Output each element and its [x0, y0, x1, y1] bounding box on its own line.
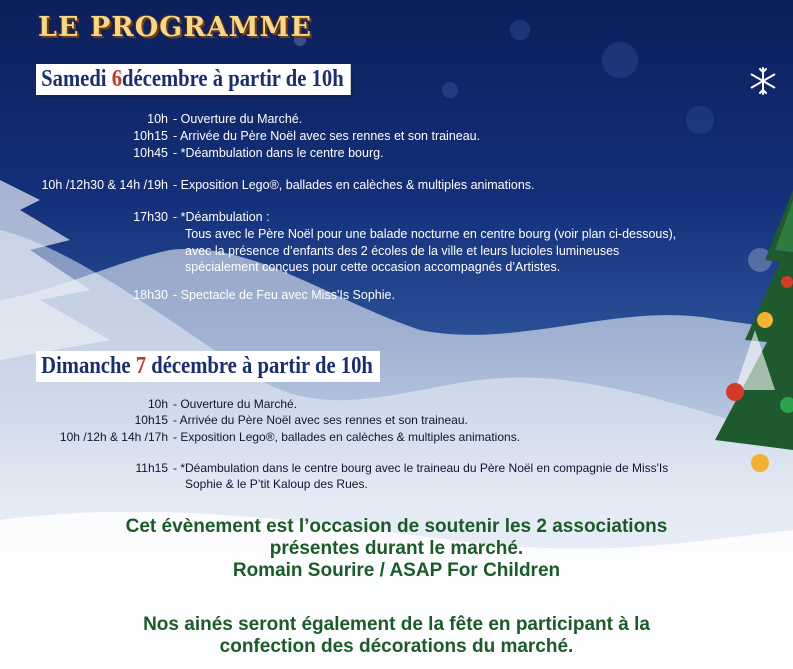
schedule-event: - Exposition Lego®, ballades en calèches & multiples animations. [173, 430, 521, 444]
snowflake-icon [748, 66, 778, 96]
sunday-heading-prefix: Dimanche [41, 353, 136, 379]
schedule-row [0, 430, 168, 446]
schedule-row [0, 178, 168, 194]
schedule-event: - Spectacle de Feu avec Miss'Is Sophie. [173, 288, 395, 302]
christmas-tree-icon [705, 190, 793, 490]
schedule-row [0, 413, 168, 429]
schedule-time: 10h15 [134, 413, 168, 427]
sunday-day-number: 7 [135, 353, 147, 379]
schedule-row [0, 461, 168, 477]
schedule-row [0, 112, 168, 128]
sunday-heading-suffix: décembre à partir de 10h [146, 353, 373, 379]
schedule-time: 10h /12h30 & 14h /19h [41, 178, 168, 192]
schedule-event: - *Déambulation dans le centre bourg. [173, 146, 384, 160]
footer-line: confection des décorations du marché. [219, 636, 574, 657]
schedule-event: - Exposition Lego®, ballades en calèches & multiples animations. [173, 178, 535, 192]
description-line: spécialement conçues pour cette occasion accompagnés d’Artistes. [185, 260, 561, 274]
schedule-time: 11h15 [135, 461, 168, 475]
schedule-row [0, 146, 168, 162]
deambulation-description [185, 226, 676, 276]
schedule-time: 10h [147, 112, 168, 126]
sunday-heading [36, 351, 380, 382]
schedule-event: - Ouverture du Marché. [173, 397, 298, 411]
program-title: LE PROGRAMME [38, 12, 313, 43]
associations-message [0, 516, 793, 582]
footer-line: présentes durant le marché. [269, 538, 524, 559]
schedule-event: - *Déambulation dans le centre bourg avec le traineau du Père Noël en compagnie de Miss'Is [173, 461, 669, 475]
footer-line: Nos ainés seront également de la fête en participant à la [143, 614, 650, 635]
saturday-heading [36, 64, 351, 95]
schedule-event: - Arrivée du Père Noël avec ses rennes et son traineau. [173, 129, 481, 143]
elders-message [0, 614, 793, 658]
description-line: Tous avec le Père Noël pour une balade nocturne en centre bourg (voir plan ci-dessous), [185, 227, 677, 241]
footer-line: Cet évènement est l’occasion de soutenir les 2 associations [125, 516, 668, 537]
schedule-row [0, 397, 168, 413]
schedule-event: - Arrivée du Père Noël avec ses rennes et son traineau. [173, 413, 468, 427]
schedule-time: 10h15 [133, 129, 168, 143]
schedule-event: - Ouverture du Marché. [173, 112, 303, 126]
schedule-row [0, 129, 168, 145]
footer-line: Romain Sourire / ASAP For Children [232, 560, 561, 581]
schedule-time: 10h /12h & 14h /17h [59, 430, 168, 444]
schedule-row [0, 288, 168, 304]
schedule-time: 10h [147, 397, 168, 411]
saturday-day-number: 6 [111, 66, 123, 92]
schedule-row [0, 210, 168, 226]
schedule-event-continuation: Sophie & le P’tit Kaloup des Rues. [185, 477, 368, 491]
schedule-event: - *Déambulation : [173, 210, 270, 224]
description-line: avec la présence d’enfants des 2 écoles de la ville et leurs lucioles lumineuses [185, 243, 620, 258]
schedule-time: 17h30 [133, 210, 168, 224]
saturday-heading-suffix: décembre à partir de 10h [122, 66, 344, 92]
schedule-time: 10h45 [133, 146, 168, 160]
saturday-heading-prefix: Samedi [41, 66, 112, 92]
schedule-time: 18h30 [133, 288, 168, 302]
